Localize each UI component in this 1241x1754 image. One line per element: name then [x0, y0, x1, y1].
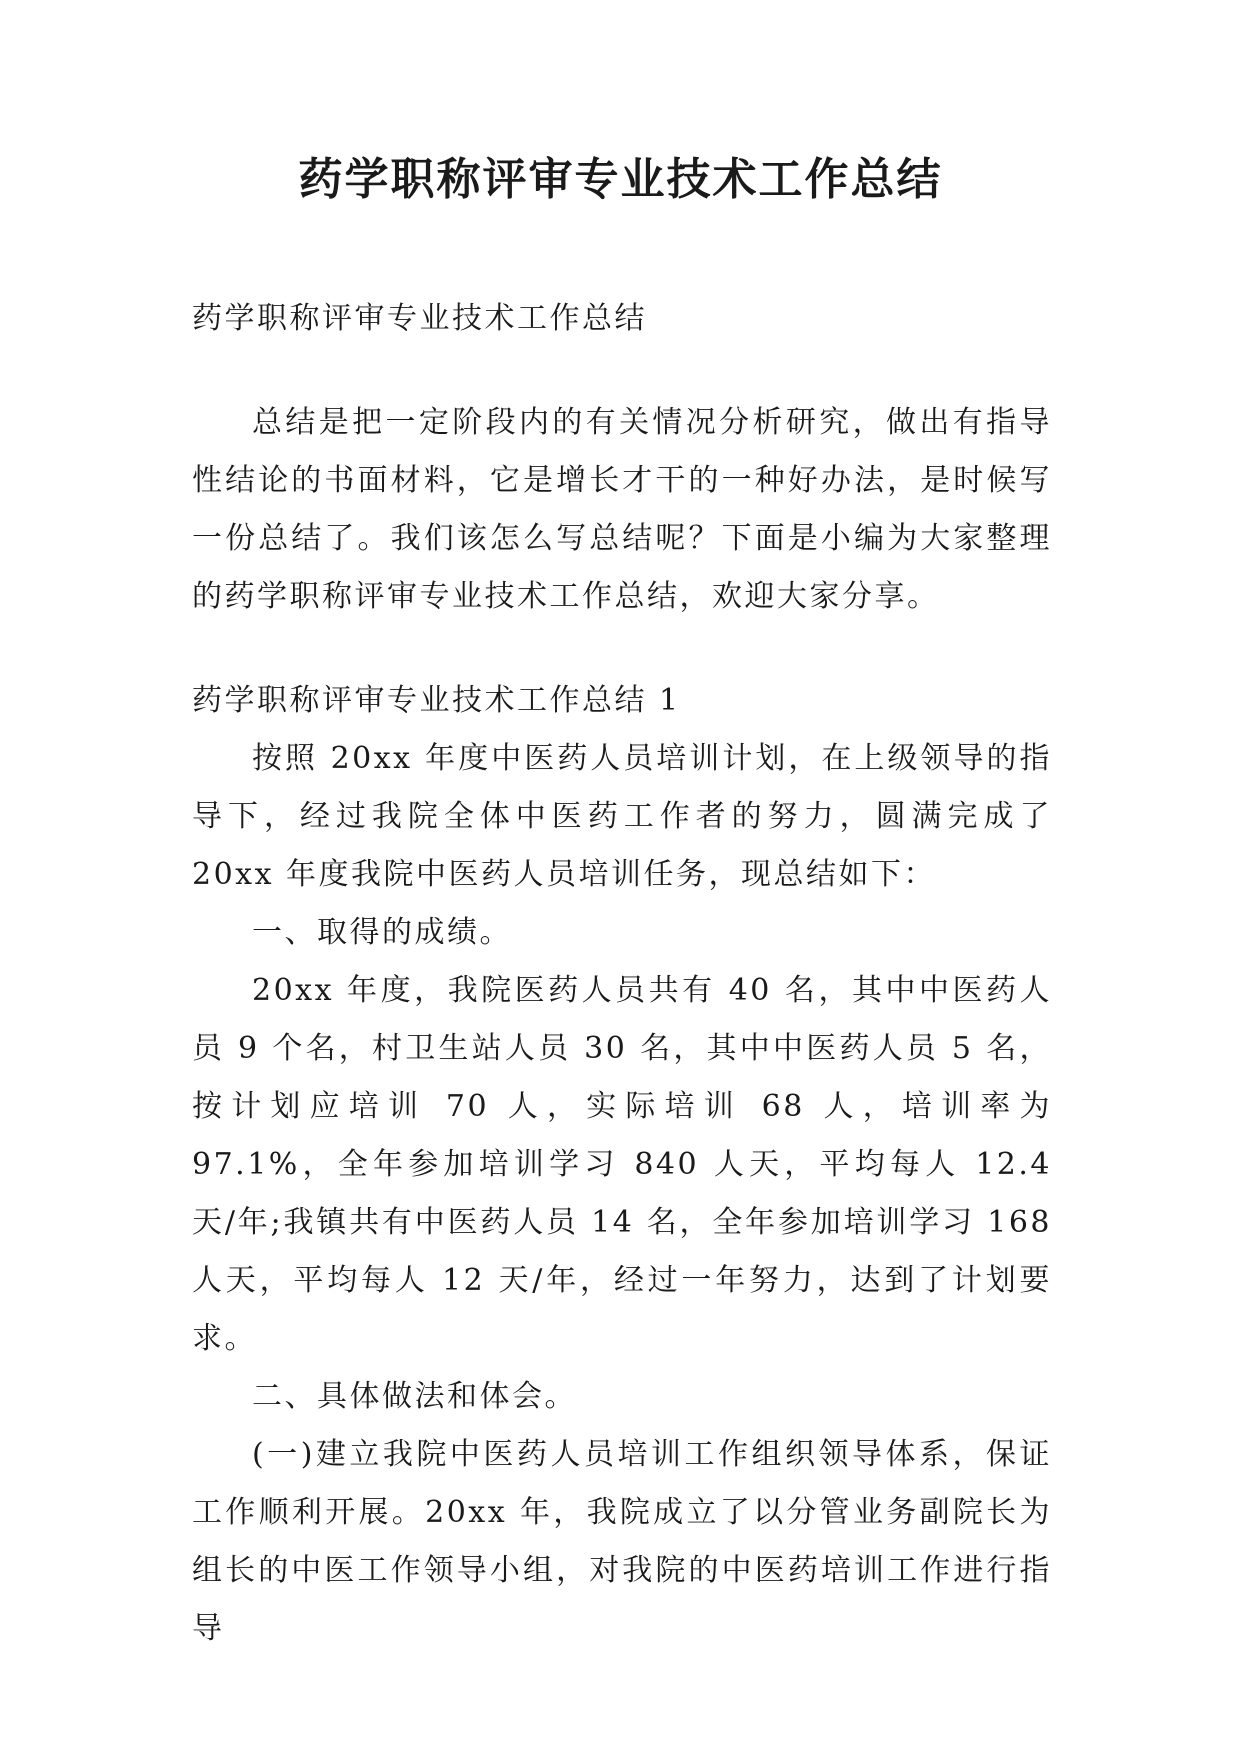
heading-methods: 二、具体做法和体会。 [252, 1379, 577, 1414]
body-paragraph: (一)建立我院中医药人员培训工作组织领导体系，保证工作顺利开展。20xx 年，我院成立了以分管业务副院长为组长的中医工作领导小组，对我院的中医药培训工作进行指导 [192, 1437, 1052, 1646]
body-paragraph: 20xx 年度，我院医药人员共有 40 名，其中中医药人员 9 个名，村卫生站人员 30 名，其中中医药人员 5 名，按计划应培训 70 人，实际培训 68 人，培训率为 97.1%，全年参加培训学习 840 人天，平均每人 12.4 天/年;我镇共有中医药人员 14 名，全年参加培训学习 168 人天，平均每人 12 天/年，经过一年努力，达到了计划要求。 [192, 973, 1052, 1356]
document-subtitle: 药学职称评审专业技术工作总结 [192, 301, 647, 336]
body-paragraph: 按照 20xx 年度中医药人员培训计划，在上级领导的指导下，经过我院全体中医药工作者的努力，圆满完成了 20xx 年度我院中医药人员培训任务，现总结如下： [192, 741, 1052, 892]
intro-paragraph: 总结是把一定阶段内的有关情况分析研究，做出有指导性结论的书面材料，它是增长才干的一种好办法，是时候写一份总结了。我们该怎么写总结呢？下面是小编为大家整理的药学职称评审专业技术工作总结，欢迎大家分享。 [192, 405, 1052, 614]
section-title: 药学职称评审专业技术工作总结 1 [192, 683, 681, 718]
document-body [192, 290, 1052, 1658]
heading-achievements: 一、取得的成绩。 [252, 915, 512, 950]
document-title: 药学职称评审专业技术工作总结 [298, 154, 943, 205]
